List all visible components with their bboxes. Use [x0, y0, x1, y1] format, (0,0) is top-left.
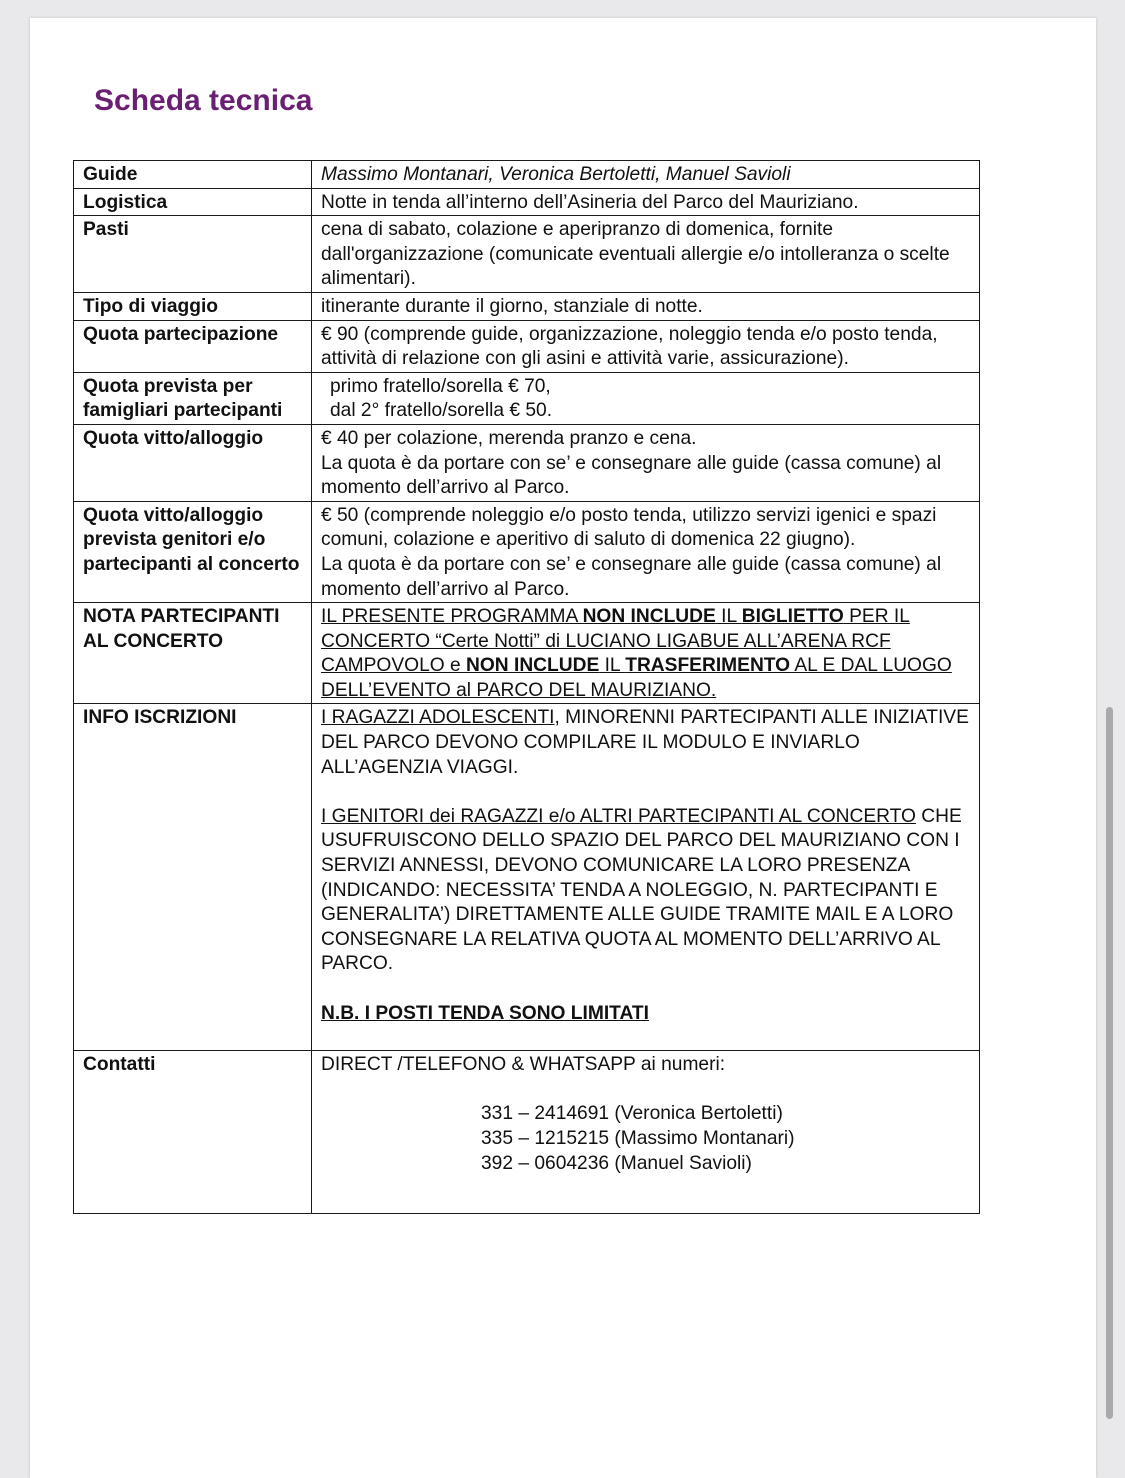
page-title: Scheda tecnica	[94, 84, 313, 117]
contact-number: 331 – 2414691 (Veronica Bertoletti)	[481, 1103, 783, 1125]
row-value-tipo-viaggio: itinerante durante il giorno, stanziale di notte.	[312, 292, 980, 320]
info-paragraph-1	[321, 706, 973, 780]
row-label-contatti: Contatti	[74, 1051, 312, 1214]
nota-text-7: IL	[599, 655, 626, 677]
spacer	[321, 780, 973, 805]
nota-text-5: PER IL CONCERTO “Certe Notti” di LUCIANO LIGABUE ALL’ARENA RCF CAMPOVOLO e	[321, 606, 910, 677]
technical-sheet-table	[73, 160, 980, 1214]
spacer	[321, 1078, 973, 1103]
row-value-contatti	[312, 1051, 980, 1214]
nota-biglietto: BIGLIETTO	[741, 606, 844, 628]
table-row	[74, 372, 980, 424]
row-label-guide: Guide	[74, 161, 312, 189]
row-label-pasti: Pasti	[74, 216, 312, 293]
row-value-quota-vitto	[312, 424, 980, 501]
row-label-info: INFO ISCRIZIONI	[74, 704, 312, 1051]
nota-non-include-2: NON INCLUDE	[466, 655, 600, 677]
nota-text-9: AL E DAL LUOGO DELL’EVENTO al PARCO DEL MAURIZIANO.	[321, 655, 952, 701]
quota-vitto-genitori-line2: La quota è da portare con se’ e consegnare alle guide (cassa comune) al momento dell’arrivo al Parco.	[321, 553, 942, 600]
table-row	[74, 501, 980, 602]
nota-text-3: IL	[715, 606, 742, 628]
quota-famigliari-line2: dal 2° fratello/sorella € 50.	[330, 400, 553, 422]
info-p2-underlined: I GENITORI dei RAGAZZI e/o ALTRI PARTECIPANTI AL CONCERTO	[321, 805, 916, 827]
info-p2-rest: CHE USUFRUISCONO DELLO SPAZIO DEL PARCO DEL MAURIZIANO CON I SERVIZI ANNESSI, DEVONO COMUNICARE LA LORO PRESENZA (INDICANDO: NECESSITA’ TENDA A NOLEGGIO, N. PARTECIPANTI E GENERALITA’) DIRETTAMENTE ALLE GUIDE TRAMITE MAIL E A LORO CONSEGNARE LA RELATIVA QUOTA AL MOMENTO DELL’ARRIVO AL PARCO.	[321, 805, 962, 975]
nota-text-1: IL PRESENTE PROGRAMMA	[321, 606, 583, 628]
row-value-quota-partecipazione: € 90 (comprende guide, organizzazione, noleggio tenda e/o posto tenda, attività di relazione con gli asini e attività varie, assicurazione).	[312, 320, 980, 372]
row-value-info	[312, 704, 980, 1051]
row-label-quota-vitto: Quota vitto/alloggio	[74, 424, 312, 501]
table-row	[74, 603, 980, 704]
row-value-nota	[312, 603, 980, 704]
info-nb: N.B. I POSTI TENDA SONO LIMITATI	[321, 1002, 649, 1024]
table-row	[74, 424, 980, 501]
nota-non-include-1: NON INCLUDE	[582, 606, 716, 628]
table-row	[74, 188, 980, 216]
spacer	[321, 977, 973, 1002]
row-label-nota: NOTA PARTECIPANTI AL CONCERTO	[74, 603, 312, 704]
vertical-scrollbar[interactable]	[1106, 707, 1113, 1419]
contact-number: 335 – 1215215 (Massimo Montanari)	[481, 1127, 795, 1149]
table-row	[74, 292, 980, 320]
table-row	[74, 161, 980, 189]
table-row	[74, 320, 980, 372]
row-value-logistica: Notte in tenda all’interno dell’Asineria del Parco del Mauriziano.	[312, 188, 980, 216]
quota-famigliari-line1: primo fratello/sorella € 70,	[330, 375, 551, 397]
row-label-quota-partecipazione: Quota partecipazione	[74, 320, 312, 372]
row-label-logistica: Logistica	[74, 188, 312, 216]
row-value-pasti: cena di sabato, colazione e aperipranzo di domenica, fornite dall'organizzazione (comunicate eventuali allergie e/o intolleranza o scelte alimentari).	[312, 216, 980, 293]
contatti-intro: DIRECT /TELEFONO & WHATSAPP ai numeri:	[321, 1054, 726, 1076]
row-label-quota-vitto-genitori: Quota vitto/alloggio prevista genitori e/o partecipanti al concerto	[74, 501, 312, 602]
quota-vitto-genitori-line1: € 50 (comprende noleggio e/o posto tenda, utilizzo servizi igenici e spazi comuni, colazione e aperitivo di saluto di domenica 22 giugno).	[321, 504, 937, 551]
quota-vitto-line2: La quota è da portare con se’ e consegnare alle guide (cassa comune) al momento dell’arrivo al Parco.	[321, 452, 942, 499]
row-value-quota-famigliari	[312, 372, 980, 424]
nota-trasferimento: TRASFERIMENTO	[625, 655, 791, 677]
info-p1-underlined: I RAGAZZI ADOLESCENTI	[321, 707, 555, 729]
quota-vitto-line1: € 40 per colazione, merenda pranzo e cena.	[321, 427, 697, 449]
info-p1-rest: , MINORENNI PARTECIPANTI ALLE INIZIATIVE DEL PARCO DEVONO COMPILARE IL MODULO E INVIARLO ALL’AGENZIA VIAGGI.	[321, 707, 969, 778]
row-label-quota-famigliari: Quota prevista per famigliari partecipanti	[74, 372, 312, 424]
info-paragraph-2	[321, 805, 973, 977]
row-label-tipo-viaggio: Tipo di viaggio	[74, 292, 312, 320]
table-row	[74, 1051, 980, 1214]
table-row	[74, 216, 980, 293]
row-value-quota-vitto-genitori	[312, 501, 980, 602]
row-value-guide: Massimo Montanari, Veronica Bertoletti, Manuel Savioli	[312, 161, 980, 189]
contact-number: 392 – 0604236 (Manuel Savioli)	[481, 1152, 752, 1174]
table-row	[74, 704, 980, 1051]
